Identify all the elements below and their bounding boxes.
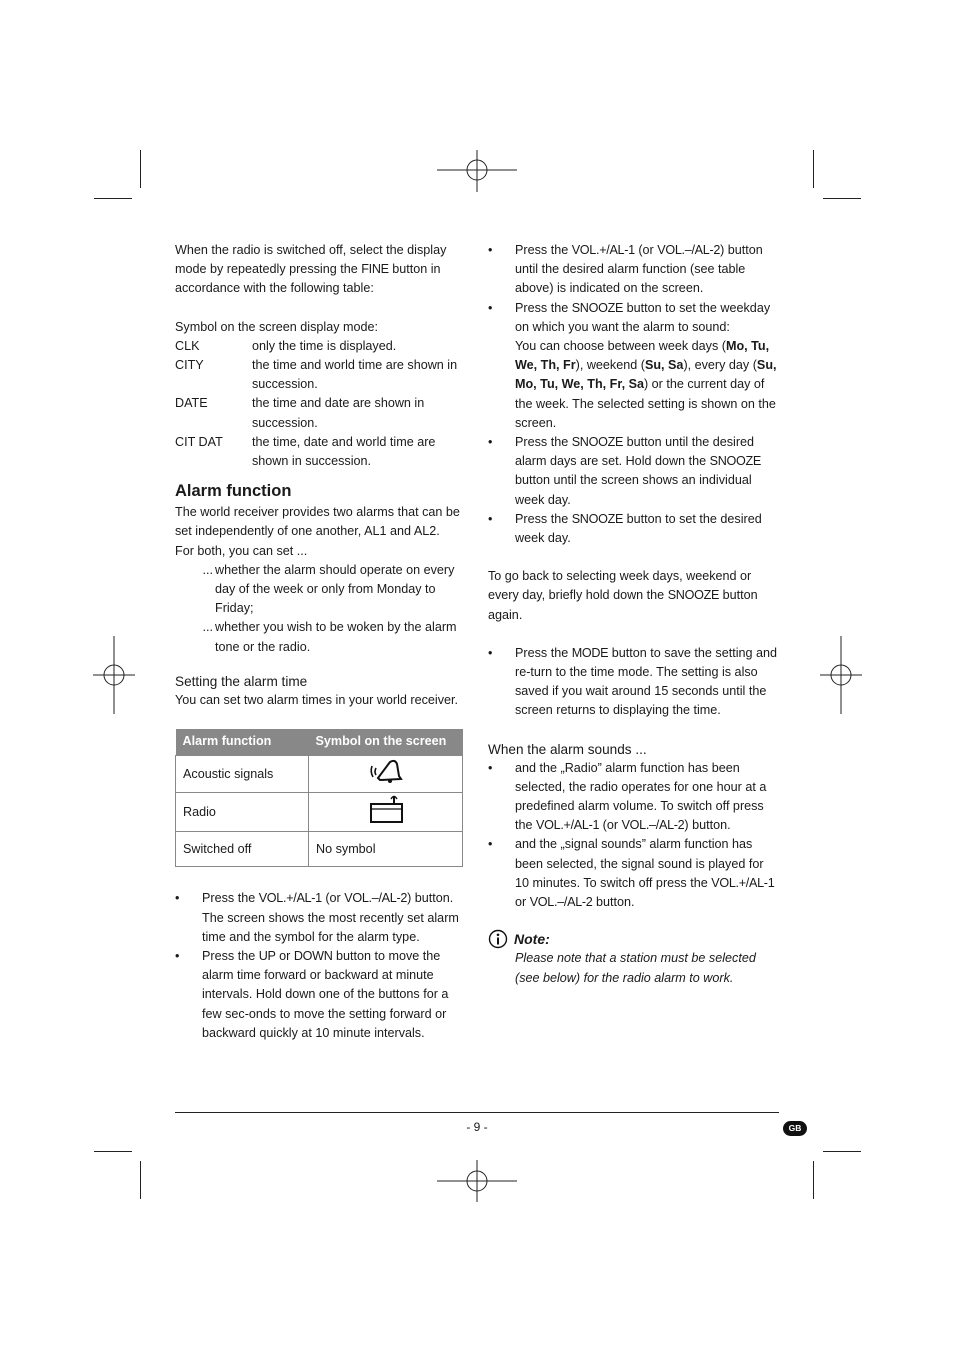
table-header: Alarm function [176, 729, 309, 756]
intro-paragraph: When the radio is switched off, select the display mode by repeatedly pressing the FINE button in accordance with the following table: [175, 243, 447, 296]
setting-alarm-heading: Setting the alarm time [175, 673, 308, 689]
bullet-item: • Press the MODE button to save the setting and re-turn to the time mode. The setting is also saved if you wait around 15 seconds until the screen returns to displaying the time. [488, 645, 778, 718]
alarm-function-table [175, 729, 463, 867]
bullet-item: • Press the SNOOZE button to set the weekday on which you want the alarm to sound: You can choose between week days (Mo, Tu, We, Th, Fr), weekend (Su, Sa), every day (Su, Mo, Tu, We, Th, Fr, Sa) or the current day of the week. The selected setting is shown on the screen. [488, 300, 777, 430]
radio-icon [368, 793, 404, 825]
page-number: - 9 - [466, 1120, 488, 1134]
bullet-item: • and the „Radio” alarm function has been selected, the radio operates for one hour at a predefined alarm volume. To switch off press the VOL.+/AL-1 (or VOL.–/AL-2) button. [488, 760, 767, 833]
bullet-item: • Press the SNOOZE button until the desired alarm days are set. Hold down the SNOOZE button until the screen shows an individual week day. [488, 435, 761, 507]
table-header: Symbol on the screen [309, 729, 463, 756]
option-item: ... whether the alarm should operate on every day of the week or only from Monday to Friday; [202, 562, 455, 616]
note-heading: Note: [488, 929, 780, 949]
setting-intro: You can set two alarm times in your world receiver. [175, 692, 459, 707]
registration-mark-left [93, 636, 135, 714]
alarm-intro: The world receiver provides two alarms that can be set independently of one another, AL1 and AL2. [175, 505, 460, 539]
table-row: Radio [176, 793, 463, 832]
bullet-item: • Press the SNOOZE button to set the desired week day. [488, 511, 762, 546]
crop-mark [813, 150, 814, 188]
registration-mark-right [820, 636, 862, 714]
crop-mark [823, 1151, 861, 1152]
mode-row: CITY the time and world time are shown in succession. [175, 358, 458, 392]
bullet-item: • and the „signal sounds” alarm function has been selected, the signal sound is played for 10 minutes. To switch off press the VOL.+/AL-1 or VOL.–/AL-2 button. [488, 837, 775, 910]
for-both-text: For both, you can set ... [175, 543, 308, 558]
info-icon [488, 929, 508, 949]
option-item: ... whether you wish to be woken by the alarm tone or the radio. [202, 620, 457, 654]
mode-row: DATE the time and date are shown in succession. [175, 396, 425, 430]
table-row: Switched off No symbol [176, 832, 463, 867]
crop-mark [94, 198, 132, 199]
bullet-item: • Press the VOL.+/AL-1 (or VOL.–/AL-2) button. The screen shows the most recently set alarm time and the symbol for the alarm type. [175, 891, 459, 944]
alarm-sounds-heading: When the alarm sounds ... [488, 741, 647, 757]
bullet-item: • Press the VOL.+/AL-1 (or VOL.–/AL-2) button until the desired alarm function (see table above) is indicated on the screen. [488, 243, 763, 296]
language-badge: GB [783, 1121, 807, 1136]
crop-mark [813, 1161, 814, 1199]
crop-mark [140, 150, 141, 188]
table-row: Acoustic signals [176, 756, 463, 793]
modes-heading: Symbol on the screen display mode: [175, 319, 379, 334]
bell-icon [368, 756, 404, 786]
registration-mark-bottom [437, 1160, 517, 1202]
bullet-item: • Press the UP or DOWN button to move the alarm time forward or backward at minute intervals. Hold down one of the buttons for a few sec-onds to move the setting forward or backward quickly at 10 minute intervals. [175, 949, 449, 1040]
weekday-choices: You can choose between week days (Mo, Tu, We, Th, Fr), weekend (Su, Sa), every day (Su, Mo, Tu, We, Th, Fr, Sa) or the current day of the week. The selected setting is shown on the screen. [515, 339, 777, 430]
mode-row: CIT DAT the time, date and world time are shown in succession. [175, 434, 436, 469]
crop-mark [823, 198, 861, 199]
alarm-function-heading: Alarm function [175, 482, 292, 501]
modes-table [175, 337, 465, 471]
crop-mark [140, 1161, 141, 1199]
go-back-paragraph: To go back to selecting week days, weekend or every day, briefly hold down the SNOOZE button again. [488, 569, 758, 622]
footer-rule [175, 1112, 779, 1113]
note-text: Please note that a station must be selected (see below) for the radio alarm to work. [515, 951, 756, 985]
mode-row: CLK only the time is displayed. [175, 338, 397, 353]
crop-mark [94, 1151, 132, 1152]
right-column [488, 241, 780, 988]
registration-mark-top [437, 150, 517, 192]
left-column [175, 241, 465, 1043]
